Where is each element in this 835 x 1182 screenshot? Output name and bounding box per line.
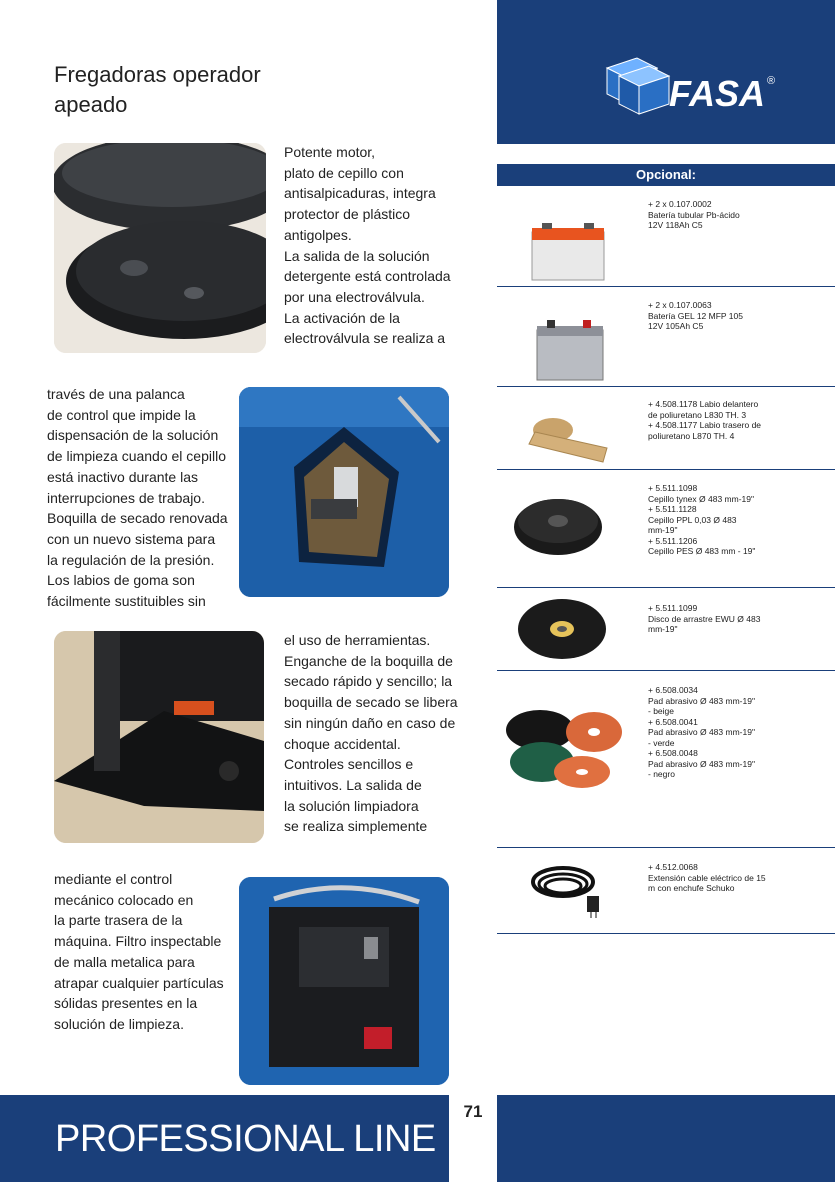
svg-text:®: ® bbox=[767, 75, 776, 87]
optional-item-text: + 2 x 0.107.0063 Batería GEL 12 MFP 105 12V 105Ah C5 bbox=[648, 300, 743, 331]
page-title bbox=[54, 60, 354, 120]
gel-battery-icon bbox=[535, 318, 605, 387]
description-paragraph-1: Potente motor, plato de cepillo con antisalpicaduras, integra protector de plástico antigolpes. La salida de la solución detergente está controlada por una electroválvula. La activación de la electroválvula se realiza a bbox=[284, 144, 451, 347]
rear-controls-photo bbox=[239, 877, 449, 1085]
page-number: 71 bbox=[463, 1102, 483, 1121]
brand-wordmark: FASA bbox=[669, 73, 766, 114]
battery-icon bbox=[530, 222, 606, 287]
squeegee-photo bbox=[54, 631, 264, 843]
drive-disc-icon bbox=[517, 598, 607, 665]
optional-item-text: + 4.512.0068 Extensión cable eléctrico de 15 m con enchufe Schuko bbox=[648, 862, 766, 893]
description-paragraph-4: mediante el control mecánico colocado en la parte trasera de la máquina. Filtro inspectable de malla metalica para atrapar cualquier partículas sólidas presentes en la solución de limpieza. bbox=[54, 871, 224, 1032]
brush-icon bbox=[512, 493, 604, 562]
cube-icon bbox=[607, 58, 669, 114]
optional-item-text: + 5.511.1099 Disco de arrastre EWU Ø 483 mm-19" bbox=[648, 603, 761, 634]
page-title-line2: apeado bbox=[54, 92, 128, 117]
abrasive-pads-icon bbox=[502, 706, 624, 795]
description-paragraph-2: través de una palanca de control que impide la dispensación de la solución de limpieza cuando el cepillo está inactivo durante las interrupciones de trabajo. Boquilla de secado renovada con un nuevo sistema para la regulación de la presión. Los labios de goma son fácilmente sustituibles sin bbox=[47, 386, 228, 610]
fasa-logo bbox=[605, 54, 785, 116]
optional-item-text: + 5.511.1098 Cepillo tynex Ø 483 mm-19" + 5.511.1128 Cepillo PPL 0,03 Ø 483 mm-19" + 5.511.1206 Cepillo PES Ø 483 mm - 19" bbox=[648, 483, 756, 556]
description-paragraph-3: el uso de herramientas. Enganche de la boquilla de secado rápido y sencillo; la boquilla de secado se libera sin ningún daño en caso de choque accidental. Controles sencillos e intuitivos. La salida de la solución limpiadora se realiza simplemente bbox=[284, 632, 458, 835]
footer-title: PROFESSIONAL LINE bbox=[55, 1118, 436, 1160]
optional-label: Opcional: bbox=[636, 167, 696, 182]
optional-item-text: + 4.508.1178 Labio delantero de poliuretano L830 TH. 3 + 4.508.1177 Labio trasero de poliuretano L870 TH. 4 bbox=[648, 399, 762, 441]
optional-item-text: + 6.508.0034 Pad abrasivo Ø 483 mm-19" - beige + 6.508.0041 Pad abrasivo Ø 483 mm-19" - verde + 6.508.0048 Pad abrasivo Ø 483 mm-19" - negro bbox=[648, 685, 755, 779]
solenoid-valve-photo bbox=[239, 387, 449, 597]
page-title-line1: Fregadoras operador bbox=[54, 62, 261, 87]
brush-deck-photo bbox=[54, 143, 266, 353]
optional-item-text: + 2 x 0.107.0002 Batería tubular Pb-ácido 12V 118Ah C5 bbox=[648, 199, 740, 230]
squeegee-blade-icon bbox=[525, 412, 609, 469]
footer-right-bar bbox=[497, 1095, 835, 1182]
extension-cable-icon bbox=[525, 858, 605, 925]
